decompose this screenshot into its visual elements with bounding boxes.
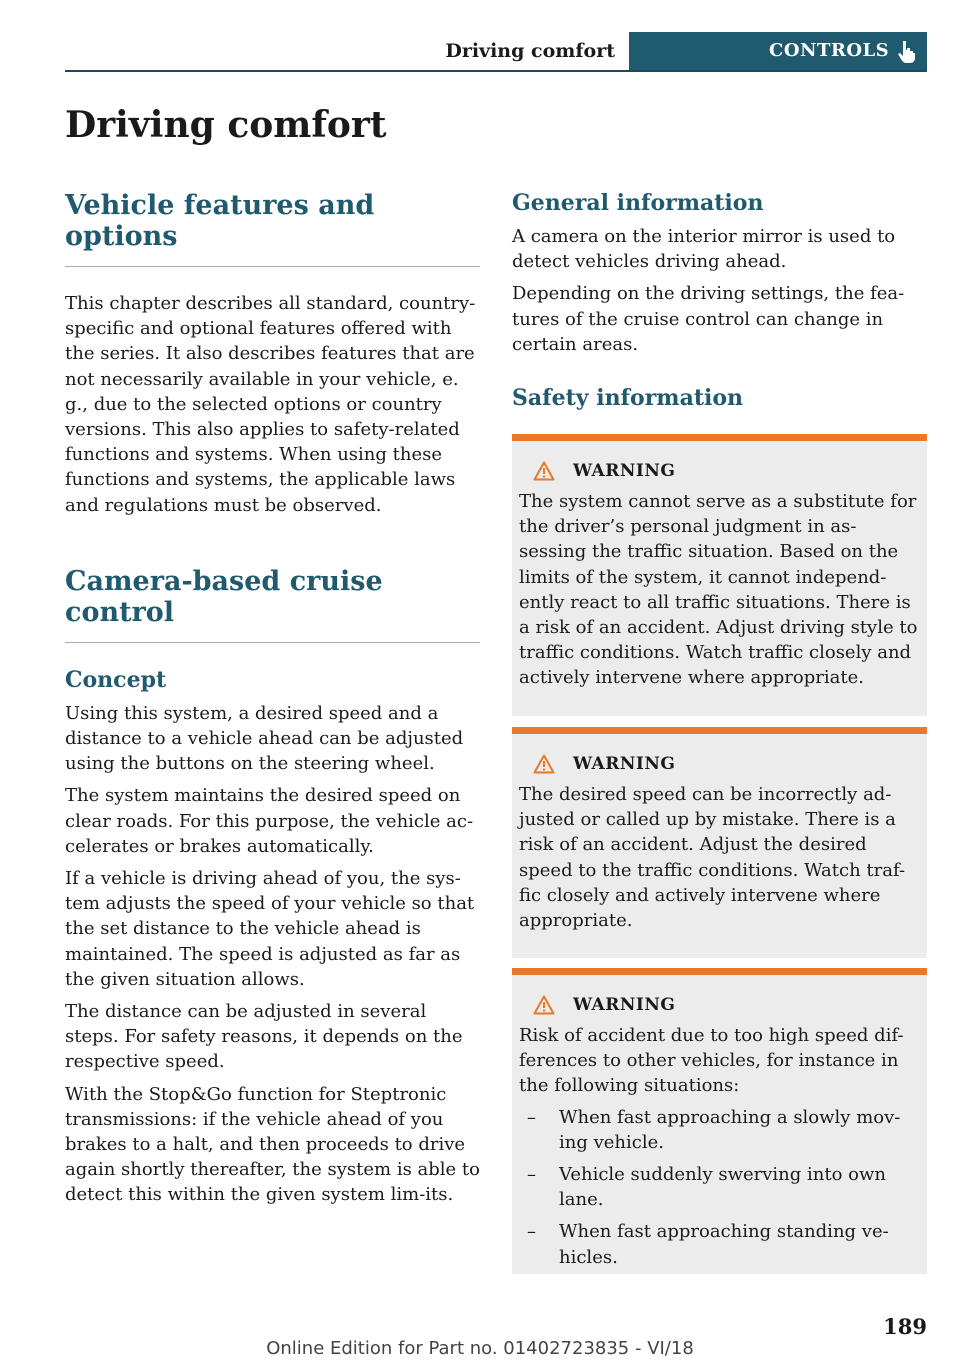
dash-bullet: – [527, 1221, 536, 1243]
general-information-paragraph: A camera on the interior mirror is used to detect vehicles driving ahead. [512, 226, 896, 273]
warning-title [519, 459, 919, 483]
header-section-title: Driving comfort [445, 40, 615, 62]
warning-box [512, 434, 927, 716]
footer-edition: Online Edition for Part no. 01402723835 - VI/18 [266, 1338, 694, 1359]
concept-paragraph: Using this system, a desired speed and a distance to a vehicle ahead can be adjusted using the buttons on the steering wheel. [65, 702, 464, 775]
concept-paragraph: If a vehicle is driving ahead of you, the sys-tem adjusts the speed of your vehicle so that the set distance to the vehicle ahead is maintained. The speed is adjusted as far as the given situation allows. [65, 868, 475, 990]
warning-list-item-text: When fast approaching standing ve-hicles. [559, 1221, 889, 1268]
warning-label: WARNING [573, 995, 676, 1015]
warning-box [512, 727, 927, 958]
warning-list [519, 1105, 919, 1270]
warning-triangle-icon [533, 754, 555, 774]
vehicle-features-heading: Vehicle features and options [65, 190, 480, 267]
vehicle-features-text: This chapter describes all standard, country-specific and optional features offered with the series. It also describes features that are not necessarily available in your vehicle, e. g., due to the selected options or country versions. This also applies to safety-related functions and systems. When using these functions and systems, the applicable laws and regulations must be observed. [65, 293, 476, 516]
warning-list-item-text: When fast approaching a slowly mov-ing vehicle. [559, 1106, 901, 1153]
page-title: Driving comfort [65, 104, 387, 146]
cruise-control-heading: Camera-based cruise control [65, 566, 480, 643]
warning-triangle-icon [533, 995, 555, 1015]
warning-title [519, 993, 919, 1017]
warning-label: WARNING [573, 754, 676, 774]
concept-paragraph: With the Stop&Go function for Steptronic transmissions: if the vehicle ahead of you brakes to a halt, and then proceeds to drive again shortly thereafter, the system is able to detect this within the given system lim-its. [65, 1083, 480, 1206]
warning-text: The desired speed can be incorrectly ad-justed or called up by mistake. There is a risk of an accident. Adjust the desired speed to the traffic conditions. Watch traf-fic closely and actively intervene where appropriate. [519, 784, 906, 932]
warning-title [519, 752, 919, 776]
warning-label: WARNING [573, 461, 676, 481]
warning-box [512, 968, 927, 1274]
warning-triangle-icon [533, 461, 555, 481]
left-column [65, 190, 480, 1208]
header-chapter-label: CONTROLS [769, 40, 890, 61]
general-information-paragraph: Depending on the driving settings, the fea-tures of the cruise control can change in certain areas. [512, 283, 905, 355]
running-header [65, 32, 927, 72]
warning-list-item [519, 1219, 919, 1269]
warning-text: Risk of accident due to too high speed dif-ferences to other vehicles, for instance in the following situations: [519, 1025, 904, 1097]
general-information-heading: General information [512, 190, 764, 216]
warning-list-item [519, 1105, 919, 1155]
header-chapter-tab [629, 32, 927, 70]
page-number: 189 [883, 1314, 927, 1339]
concept-paragraph: The system maintains the desired speed on clear roads. For this purpose, the vehicle ac-celerates or brakes automatically. [65, 785, 474, 857]
concept-paragraph: The distance can be adjusted in several steps. For safety reasons, it depends on the respective speed. [65, 1001, 463, 1073]
warning-list-item-text: Vehicle suddenly swerving into own lane. [559, 1164, 886, 1211]
dash-bullet: – [527, 1164, 536, 1186]
dash-bullet: – [527, 1106, 536, 1128]
right-column [512, 190, 927, 411]
warning-list-item [519, 1162, 919, 1212]
warning-text: The system cannot serve as a substitute for the driver’s personal judgment in as-sessing the traffic situation. Based on the limits of the system, it cannot independ-ently react to all traffic situations. There is a risk of an accident. Adjust driving style to traffic conditions. Watch traffic closely and actively intervene where appropriate. [519, 491, 918, 689]
concept-heading: Concept [65, 666, 167, 693]
safety-information-heading: Safety information [512, 385, 744, 412]
hand-pointer-icon [895, 39, 917, 63]
